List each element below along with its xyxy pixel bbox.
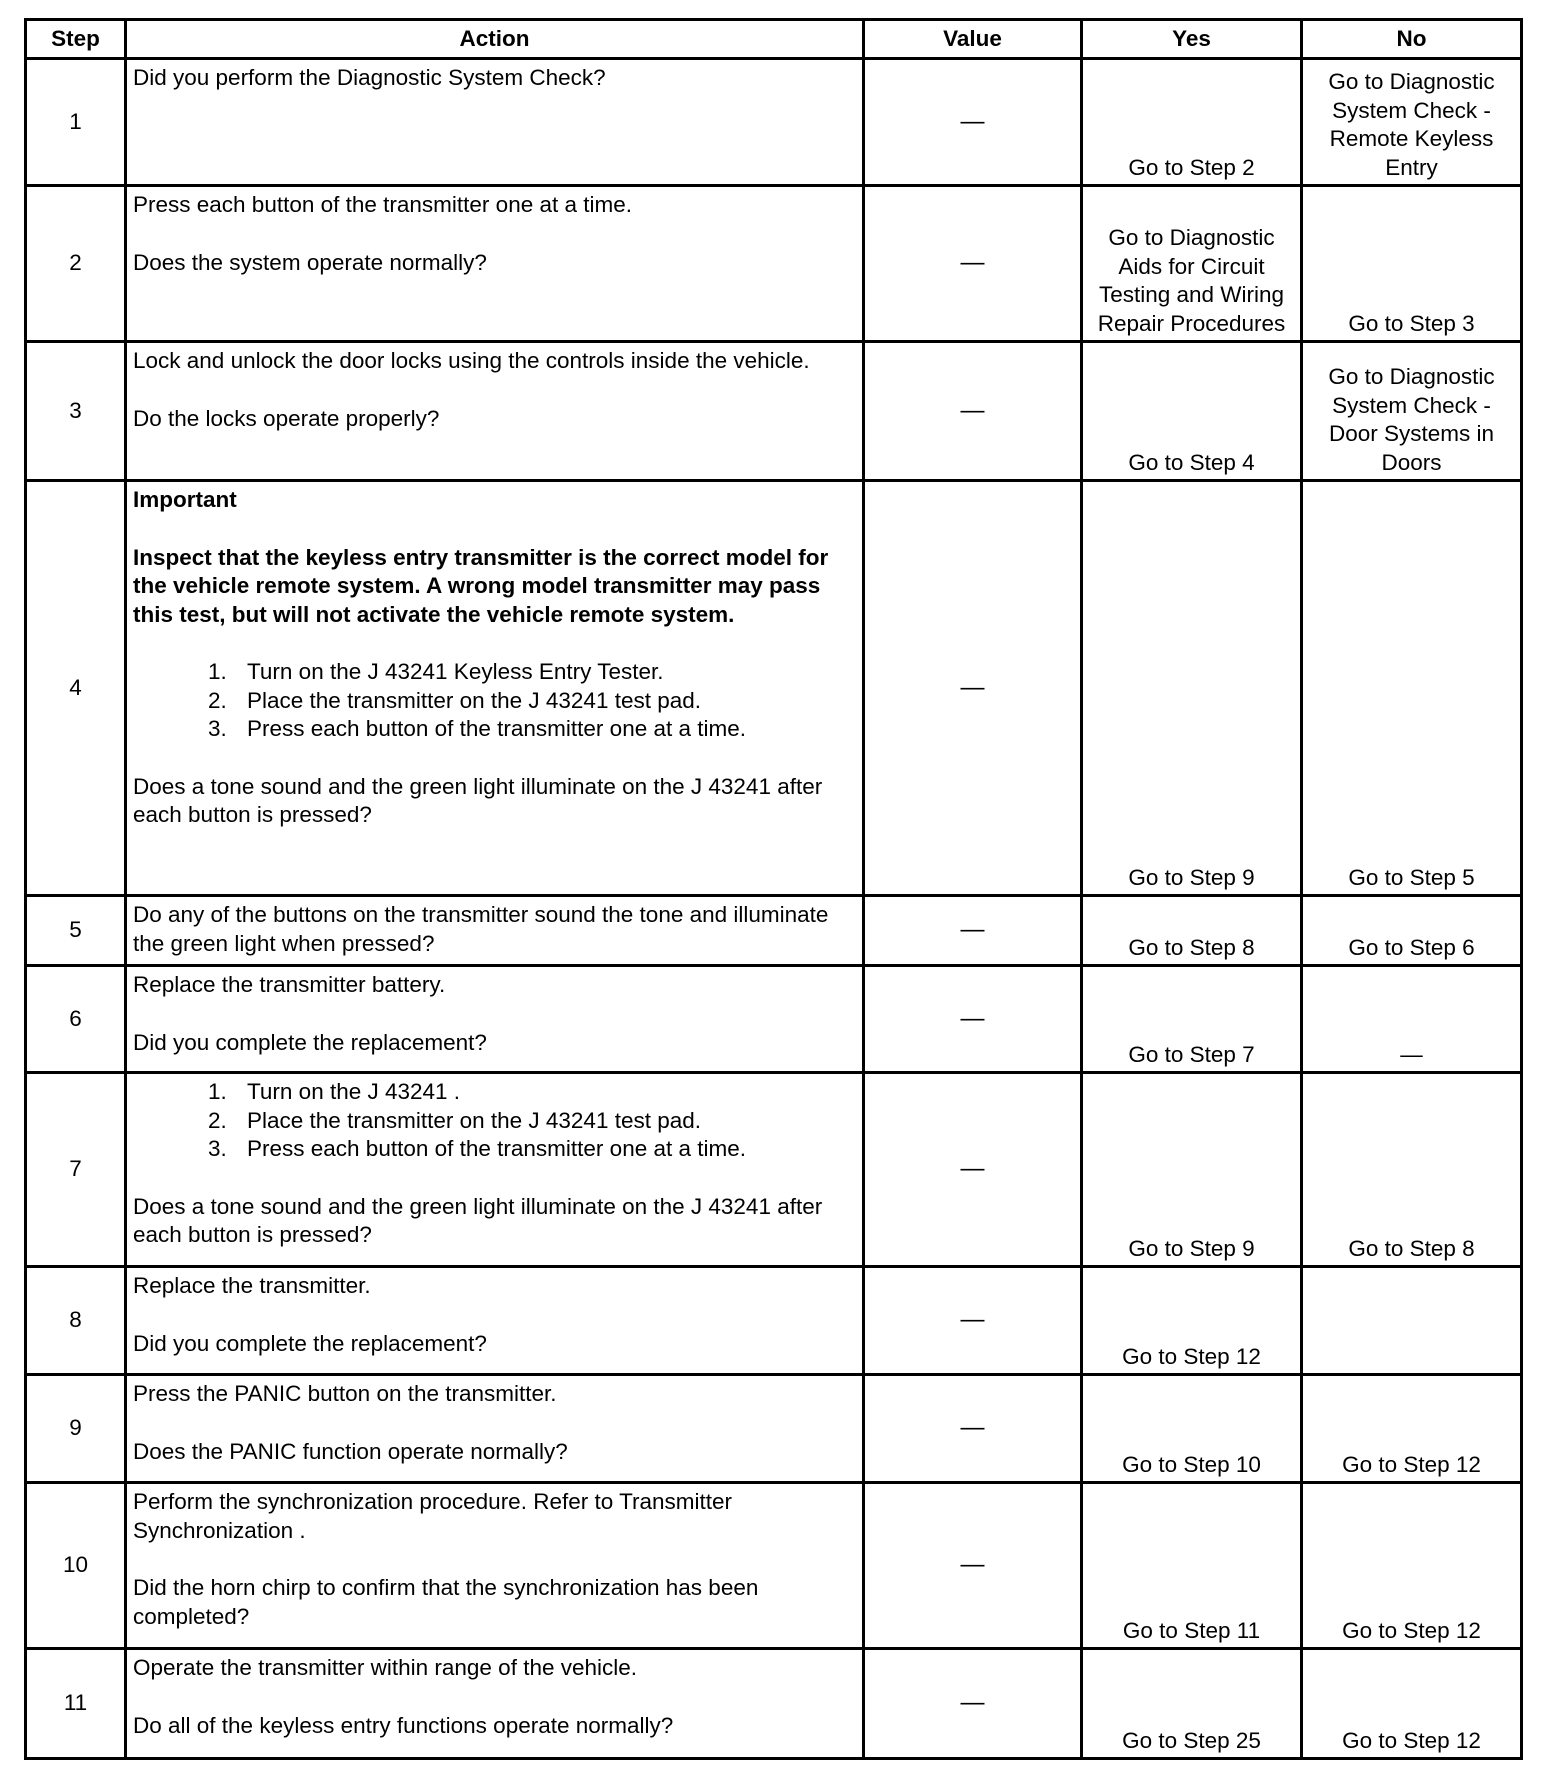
no-cell: Go to Step 8 [1302,1073,1522,1267]
action-cell [126,481,864,896]
value-cell: — [864,896,1082,966]
action-question: Did you complete the replacement? [133,1330,487,1356]
action-cell [126,1375,864,1483]
action-text: Lock and unlock the door locks using the controls inside the vehicle. [133,348,810,373]
action-text: Replace the transmitter battery. [133,972,446,997]
table-row [26,1649,1522,1759]
action-text: Did you perform the Diagnostic System Check? [133,65,606,90]
step-number: 8 [26,1267,126,1375]
no-cell: Go to Step 12 [1302,1649,1522,1759]
yes-cell: Go to Step 25 [1082,1649,1302,1759]
action-question: Did the horn chirp to confirm that the synchronization has been completed? [133,1575,759,1629]
action-cell [126,186,864,342]
step-number: 5 [26,896,126,966]
step-number: 7 [26,1073,126,1267]
action-cell [126,1483,864,1649]
yes-cell: Go to Step 11 [1082,1483,1302,1649]
yes-cell: Go to Step 9 [1082,481,1302,896]
procedure-list [133,658,856,744]
value-cell: — [864,966,1082,1073]
no-cell: Go to Step 3 [1302,186,1522,342]
action-text: Operate the transmitter within range of the vehicle. [133,1655,638,1680]
action-cell [126,1649,864,1759]
step-number: 9 [26,1375,126,1483]
important-text: Inspect that the keyless entry transmitter is the correct model for the vehicle remote system. A wrong model transmitter may pass this test, but will not activate the vehicle remote system. [133,544,829,627]
step-number: 4 [26,481,126,896]
value-cell: — [864,1375,1082,1483]
action-question: Does the PANIC function operate normally? [133,1438,568,1464]
yes-cell: Go to Step 12 [1082,1267,1302,1375]
yes-cell: Go to Step 8 [1082,896,1302,966]
action-question: Did you complete the replacement? [133,1029,487,1055]
action-text: Press each button of the transmitter one at a time. [133,192,633,217]
header-yes: Yes [1082,20,1302,59]
table-row [26,1375,1522,1483]
value-cell: — [864,481,1082,896]
diagnostic-table [24,18,1523,1760]
action-text: Perform the synchronization procedure. Refer to Transmitter Synchronization . [133,1489,733,1543]
table-row [26,342,1522,481]
value-cell: — [864,342,1082,481]
value-cell: — [864,186,1082,342]
action-cell [126,896,864,966]
no-cell: Go to Step 12 [1302,1483,1522,1649]
action-cell [126,966,864,1073]
no-cell: Go to Diagnostic System Check - Remote Keyless Entry [1302,59,1522,186]
action-question: Do all of the keyless entry functions operate normally? [133,1712,674,1738]
important-heading: Important [133,487,237,512]
yes-cell: Go to Diagnostic Aids for Circuit Testing and Wiring Repair Procedures [1082,186,1302,342]
table-row [26,481,1522,896]
action-cell [126,1267,864,1375]
yes-cell: Go to Step 10 [1082,1375,1302,1483]
action-question: Does a tone sound and the green light illuminate on the J 43241 after each button is pressed? [133,773,823,827]
action-question: Do the locks operate properly? [133,405,440,431]
header-value: Value [864,20,1082,59]
step-number: 10 [26,1483,126,1649]
table-row [26,1267,1522,1375]
list-item: 2. Place the transmitter on the J 43241 test pad. [233,1107,856,1136]
list-item: 3. Press each button of the transmitter one at a time. [233,1135,856,1164]
step-number: 11 [26,1649,126,1759]
header-no: No [1302,20,1522,59]
table-row [26,59,1522,186]
no-cell: Go to Step 12 [1302,1375,1522,1483]
action-cell [126,342,864,481]
table-row [26,1483,1522,1649]
list-item: 3. Press each button of the transmitter one at a time. [233,715,856,744]
yes-cell: Go to Step 4 [1082,342,1302,481]
no-cell: — [1302,966,1522,1073]
no-cell [1302,1267,1522,1375]
value-cell: — [864,1073,1082,1267]
step-number: 3 [26,342,126,481]
yes-cell: Go to Step 7 [1082,966,1302,1073]
action-question: Does the system operate normally? [133,249,487,275]
no-cell: Go to Step 6 [1302,896,1522,966]
list-item: 1. Turn on the J 43241 Keyless Entry Tester. [233,658,856,687]
action-cell [126,59,864,186]
step-number: 2 [26,186,126,342]
procedure-list [133,1078,856,1164]
yes-cell: Go to Step 9 [1082,1073,1302,1267]
header-row [26,20,1522,59]
list-item: 1. Turn on the J 43241 . [233,1078,856,1107]
action-text: Replace the transmitter. [133,1273,371,1298]
value-cell: — [864,1483,1082,1649]
action-cell [126,1073,864,1267]
step-number: 1 [26,59,126,186]
table-row [26,896,1522,966]
yes-cell: Go to Step 2 [1082,59,1302,186]
header-step: Step [26,20,126,59]
list-item: 2. Place the transmitter on the J 43241 test pad. [233,687,856,716]
value-cell: — [864,59,1082,186]
no-cell: Go to Diagnostic System Check - Door Systems in Doors [1302,342,1522,481]
table-row [26,186,1522,342]
action-text: Press the PANIC button on the transmitter. [133,1381,557,1406]
value-cell: — [864,1649,1082,1759]
value-cell: — [864,1267,1082,1375]
action-question: Does a tone sound and the green light illuminate on the J 43241 after each button is pressed? [133,1193,823,1247]
step-number: 6 [26,966,126,1073]
action-text: Do any of the buttons on the transmitter sound the tone and illuminate the green light when pressed? [133,902,829,956]
table-row [26,1073,1522,1267]
no-cell: Go to Step 5 [1302,481,1522,896]
table-row [26,966,1522,1073]
header-action: Action [126,20,864,59]
